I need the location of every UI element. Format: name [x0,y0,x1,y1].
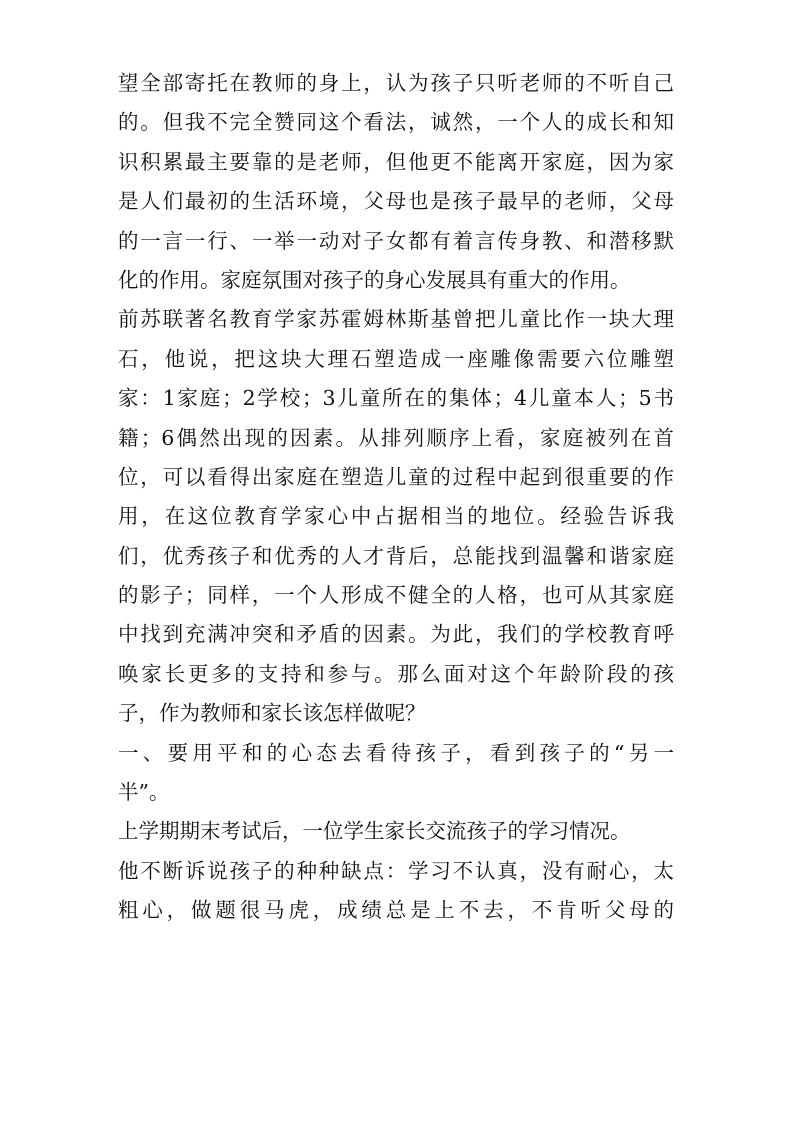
text-line: 家：1家庭；2学校；3儿童所在的集体；4儿童本人；5书 [118,386,674,411]
text-line: 他不断诉说孩子的种种缺点：学习不认真，没有耐心，太 [118,858,674,883]
text-line: 前苏联著名教育学家苏霍姆林斯基曾把儿童比作一块大理 [118,307,674,332]
text-line: 唤家长更多的支持和参与。那么面对这个年龄阶段的孩 [118,661,674,686]
text-line: 一、要用平和的心态去看待孩子，看到孩子的“另一 [118,740,674,765]
text-line: 石，他说，把这块大理石塑造成一座雕像需要六位雕塑 [118,346,674,371]
text-line: 半”。 [118,780,170,805]
text-line: 的。但我不完全赞同这个看法，诚然，一个人的成长和知 [118,110,674,135]
text-line: 望全部寄托在教师的身上，认为孩子只听老师的不听自己 [118,71,674,95]
body-text [118,64,674,931]
text-line: 粗心，做题很马虎，成绩总是上不去，不肯听父母的 [118,898,674,923]
text-line: 位，可以看得出家庭在塑造儿童的过程中起到很重要的作 [118,464,674,489]
text-line: 是人们最初的生活环境，父母也是孩子最早的老师，父母 [118,189,674,214]
text-line: 上学期期末考试后，一位学生家长交流孩子的学习情况。 [118,819,631,844]
text-line: 的一言一行、一举一动对子女都有着言传身教、和潜移默 [118,228,674,253]
text-line: 的影子；同样，一个人形成不健全的人格，也可从其家庭 [118,583,674,608]
text-line: 中找到充满冲突和矛盾的因素。为此，我们的学校教育呼 [118,622,674,647]
text-line: 用，在这位教育学家心中占据相当的地位。经验告诉我 [118,504,674,529]
text-line: 籍；6偶然出现的因素。从排列顺序上看，家庭被列在首 [118,425,674,450]
text-line: 子，作为教师和家长该怎样做呢？ [118,701,426,726]
text-line: 化的作用。家庭氛围对孩子的身心发展具有重大的作用。 [118,267,631,292]
text-line: 识积累最主要靠的是老师，但他更不能离开家庭，因为家 [118,149,674,174]
text-line: 们，优秀孩子和优秀的人才背后，总能找到温馨和谐家庭 [118,543,674,568]
